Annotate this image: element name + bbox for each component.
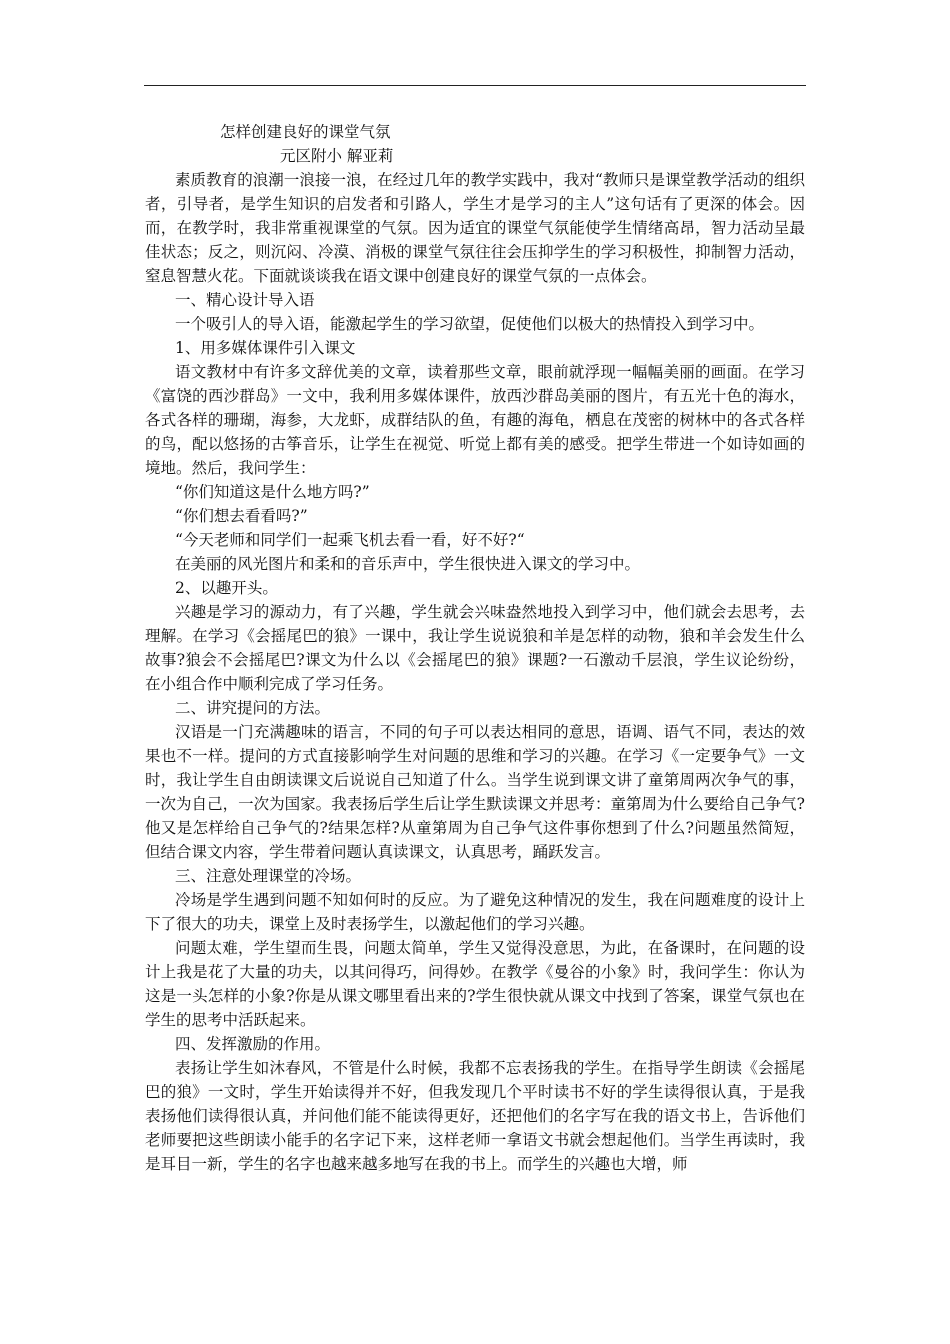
section-heading: 一、精心设计导入语	[175, 291, 315, 309]
paragraph: 素质教育的浪潮一浪接一浪，在经过几年的教学实践中，我对“教师只是课堂教学活动的组织者，引导者，是学生知识的启发者和引路人，学生才是学习的主人”这句话有了更深的体会。因而，在教学时，我非常重视课堂的气氛。因为适宜的课堂气氛能使学生情绪高昂，智力活动呈最佳状态；反之，则沉闷、冷漠、消极的课堂气氛往往会压抑学生的学习积极性，抑制智力活动，窒息智慧火花。下面就谈谈我在语文课中创建良好的课堂气氛的一点体会。	[145, 171, 805, 285]
document-title: 怎样创建良好的课堂气氛	[220, 123, 391, 141]
document-body	[145, 120, 805, 1176]
dialogue-line: “你们知道这是什么地方吗?”	[175, 483, 370, 501]
section-heading: 三、注意处理课堂的冷场。	[175, 867, 362, 885]
subsection-heading: 2、以趣开头。	[175, 579, 278, 597]
paragraph: 在美丽的风光图片和柔和的音乐声中，学生很快进入课文的学习中。	[175, 555, 641, 573]
paragraph: 冷场是学生遇到问题不知如何时的反应。为了避免这种情况的发生，我在问题难度的设计上下了很大的功夫，课堂上及时表扬学生，以激起他们的学习兴趣。	[145, 891, 805, 933]
document-author: 元区附小 解亚莉	[280, 147, 394, 165]
paragraph: 兴趣是学习的源动力，有了兴趣，学生就会兴味盎然地投入到学习中，他们就会去思考，去理解。在学习《会摇尾巴的狼》一课中，我让学生说说狼和羊是怎样的动物，狼和羊会发生什么故事?狼会不会摇尾巴?课文为什么以《会摇尾巴的狼》课题?一石激动千层浪，学生议论纷纷，在小组合作中顺利完成了学习任务。	[145, 603, 805, 693]
paragraph: 语文教材中有许多文辞优美的文章，读着那些文章，眼前就浮现一幅幅美丽的画面。在学习《富饶的西沙群岛》一文中，我利用多媒体课件，放西沙群岛美丽的图片，有五光十色的海水，各式各样的珊瑚，海参，大龙虾，成群结队的鱼，有趣的海龟，栖息在茂密的树林中的各式各样的鸟，配以悠扬的古筝音乐，让学生在视觉、听觉上都有美的感受。把学生带进一个如诗如画的境地。然后，我问学生：	[145, 363, 805, 477]
section-heading: 二、讲究提问的方法。	[175, 699, 331, 717]
dialogue-line: “今天老师和同学们一起乘飞机去看一看，好不好?“	[175, 531, 525, 549]
paragraph: 汉语是一门充满趣味的语言，不同的句子可以表达相同的意思，语调、语气不同，表达的效果也不一样。提问的方式直接影响学生对问题的思维和学习的兴趣。在学习《一定要争气》一文时，我让学生自由朗读课文后说说自己知道了什么。当学生说到课文讲了童第周两次争气的事，一次为自己，一次为国家。我表扬后学生后让学生默读课文并思考：童第周为什么要给自己争气?他又是怎样给自己争气的?结果怎样?从童第周为自己争气这件事你想到了什么?问题虽然简短，但结合课文内容，学生带着问题认真读课文，认真思考，踊跃发言。	[145, 723, 805, 861]
subsection-heading: 1、用多媒体课件引入课文	[175, 339, 356, 357]
paragraph: 问题太难，学生望而生畏，问题太简单，学生又觉得没意思，为此，在备课时，在问题的设计上我是花了大量的功夫，以其问得巧，问得妙。在教学《曼谷的小象》时，我问学生：你认为这是一头怎样的小象?你是从课文哪里看出来的?学生很快就从课文中找到了答案，课堂气氛也在学生的思考中活跃起来。	[145, 939, 805, 1029]
dialogue-line: “你们想去看看吗?”	[175, 507, 308, 525]
paragraph: 一个吸引人的导入语，能激起学生的学习欲望，促使他们以极大的热情投入到学习中。	[175, 315, 765, 333]
paragraph: 表扬让学生如沐春风，不管是什么时候，我都不忘表扬我的学生。在指导学生朗读《会摇尾巴的狼》一文时，学生开始读得并不好，但我发现几个平时读书不好的学生读得很认真，于是我表扬他们读得很认真，并问他们能不能读得更好，还把他们的名字写在我的语文书上，告诉他们老师要把这些朗读小能手的名字记下来，这样老师一拿语文书就会想起他们。当学生再读时，我是耳目一新，学生的名字也越来越多地写在我的书上。而学生的兴趣也大增，师	[145, 1059, 805, 1173]
header-rule	[144, 85, 806, 86]
section-heading: 四、发挥激励的作用。	[175, 1035, 331, 1053]
